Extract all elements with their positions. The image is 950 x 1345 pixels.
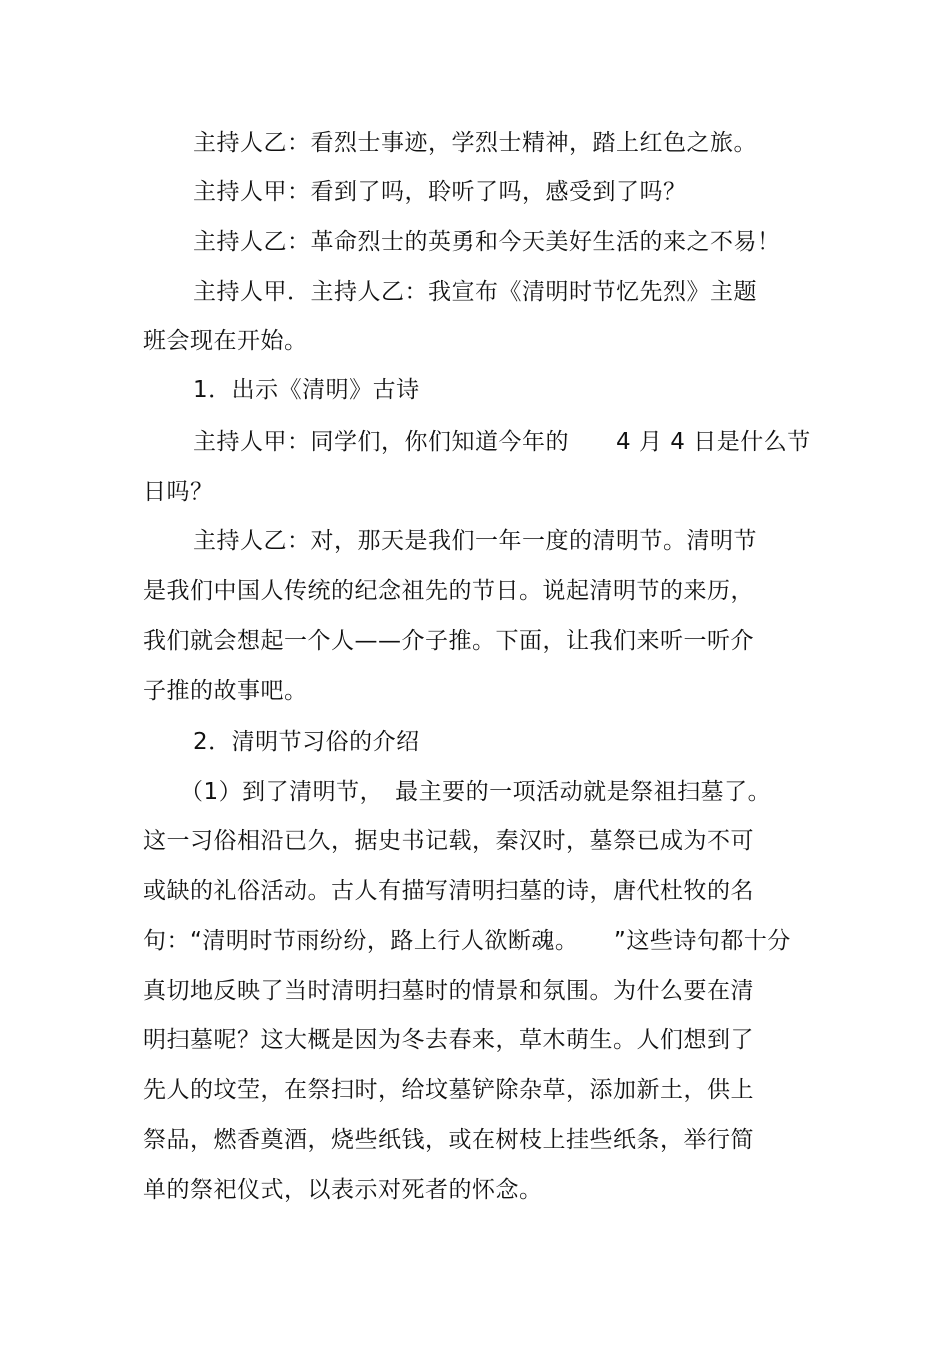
section-heading: 2．清明节习俗的介绍 xyxy=(193,729,420,755)
paragraph-line: 主持人乙：对，那天是我们一年一度的清明节。清明节 xyxy=(193,528,757,554)
paragraph-line: 主持人甲．主持人乙：我宣布《清明时节忆先烈》主题 xyxy=(193,279,757,305)
section-heading: 1．出示《清明》古诗 xyxy=(193,377,420,403)
paragraph-line: 主持人甲：同学们，你们知道今年的 4 月 4 日是什么节 xyxy=(193,429,811,455)
paragraph-line: 明扫墓呢？这大概是因为冬去春来，草木萌生。人们想到了 xyxy=(143,1027,754,1053)
paragraph-line: （1）到了清明节， 最主要的一项活动就是祭祖扫墓了。 xyxy=(180,779,772,805)
paragraph-line: 主持人甲：看到了吗，聆听了吗，感受到了吗？ xyxy=(193,179,687,205)
paragraph-line: 真切地反映了当时清明扫墓时的情景和氛围。为什么要在清 xyxy=(143,978,754,1004)
paragraph-line: 子推的故事吧。 xyxy=(143,678,308,704)
paragraph-line: 这一习俗相沿已久，据史书记载，秦汉时，墓祭已成为不可 xyxy=(143,828,754,854)
paragraph-line: 班会现在开始。 xyxy=(143,328,308,354)
paragraph-line: 先人的坟茔，在祭扫时，给坟墓铲除杂草，添加新土，供上 xyxy=(143,1077,754,1103)
paragraph-line: 我们就会想起一个人——介子推。下面，让我们来听一听介 xyxy=(143,628,754,654)
paragraph-line: 句：“清明时节雨纷纷，路上行人欲断魂。 ”这些诗句都十分 xyxy=(143,928,791,954)
paragraph-line: 或缺的礼俗活动。古人有描写清明扫墓的诗，唐代杜牧的名 xyxy=(143,878,754,904)
paragraph-line: 日吗？ xyxy=(143,479,214,505)
paragraph-line: 主持人乙：看烈士事迹，学烈士精神，踏上红色之旅。 xyxy=(193,130,757,156)
paragraph-line: 祭品，燃香奠酒，烧些纸钱，或在树枝上挂些纸条，举行简 xyxy=(143,1127,754,1153)
paragraph-line: 是我们中国人传统的纪念祖先的节日。说起清明节的来历， xyxy=(143,578,754,604)
paragraph-line: 单的祭祀仪式，以表示对死者的怀念。 xyxy=(143,1177,543,1203)
paragraph-line: 主持人乙：革命烈士的英勇和今天美好生活的来之不易！ xyxy=(193,229,781,255)
